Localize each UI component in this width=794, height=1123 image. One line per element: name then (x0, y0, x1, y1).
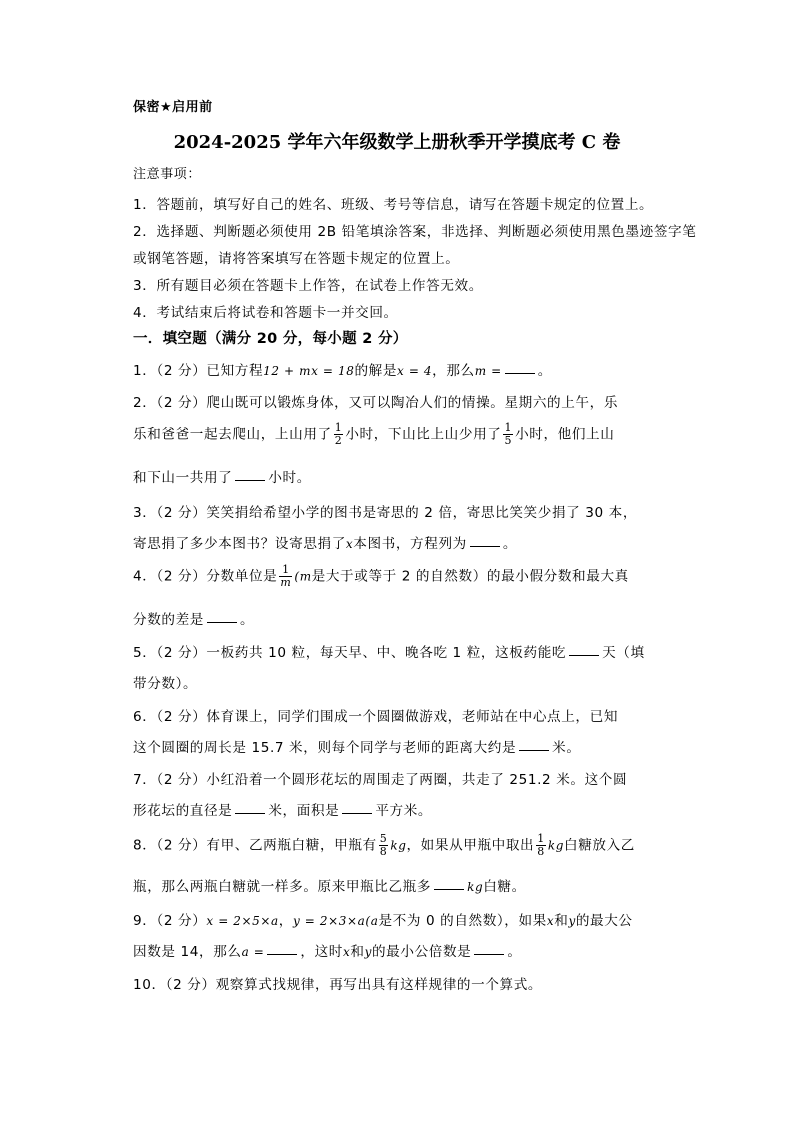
answer-blank (267, 953, 297, 955)
solution: x = 4 (397, 364, 433, 378)
question-1: 1．（2 分）已知方程12 + mx = 18的解是x = 4，那么m = 。 (133, 363, 552, 379)
answer-blank (519, 749, 549, 751)
answer-blank (207, 621, 237, 623)
question-8-line-2: 瓶，那么两瓶白糖就一样多。原来甲瓶比乙瓶多 kg白糖。 (133, 879, 526, 895)
note-item: 2．选择题、判断题必须使用 2B 铅笔填涂答案，非选择、判断题必须使用黑色墨迹签字笔 (133, 224, 697, 240)
confidential-mark: 保密★启用前 (133, 100, 213, 115)
answer-blank (235, 812, 265, 814)
question-9: 9．（2 分）x = 2×5×a，y = 2×3×a(a是不为 0 的自然数），如果x和y的最大公 (133, 913, 633, 929)
fraction: $\frac{5}{8}$ (379, 832, 388, 858)
question-4-line-2: 分数的差是 。 (133, 612, 255, 628)
fraction: $\frac{1}{5}$ (504, 421, 513, 447)
answer-blank (342, 812, 372, 814)
question-2-line-2: 乐和爸爸一起去爬山，上山用了 $\frac{1}{2}$ 小时，下山比上山少用了 $\frac{1}{5}$ 小时，他们上山 (133, 421, 615, 447)
note-item: 1．答题前，填写好自己的姓名、班级、考号等信息，请写在答题卡规定的位置上。 (133, 197, 654, 213)
fraction: $\frac{1}{8}$ (537, 832, 545, 858)
fraction: $\frac{1}{2}$ (334, 421, 343, 447)
question-7: 7．（2 分）小红沿着一个圆形花坛的周围走了两圈，共走了 251.2 米。这个圆 (133, 772, 628, 788)
question-5: 5．（2 分）一板药共 10 粒，每天早、中、晚各吃 1 粒，这板药能吃 天（填 (133, 645, 645, 661)
notes-heading: 注意事项： (133, 167, 202, 182)
answer-blank (505, 372, 535, 374)
answer-blank (434, 888, 464, 890)
equation: 12 + mx = 18 (263, 364, 355, 378)
section-heading: 一．填空题（满分 20 分，每小题 2 分） (133, 331, 408, 347)
note-item: 3．所有题目必须在答题卡上作答，在试卷上作答无效。 (133, 278, 483, 294)
question-2: 2．（2 分）爬山既可以锻炼身体，又可以陶冶人们的情操。星期六的上午，乐 (133, 395, 619, 411)
note-item: 或钢笔答题，请将答案填写在答题卡规定的位置上。 (133, 251, 460, 267)
note-item: 4．考试结束后将试卷和答题卡一并交回。 (133, 305, 398, 321)
question-6: 6．（2 分）体育课上，同学们围成一个圆圈做游戏，老师站在中心点上，已知 (133, 709, 619, 725)
question-10: 10．（2 分）观察算式找规律，再写出具有这样规律的一个算式。 (133, 977, 543, 993)
question-4: 4．（2 分）分数单位是 $\frac{1}{m}$ (m是大于或等于 2 的自然数）的最小假分数和最大真 (133, 563, 629, 589)
question-3-line-2: 寄思捐了多少本图书？设寄思捐了x本图书，方程列为 。 (133, 536, 518, 552)
question-9-line-2: 因数是 14，那么a = ，这时x和y的最小公倍数是 。 (133, 944, 522, 960)
question-6-line-2: 这个圆圈的周长是 15.7 米，则每个同学与老师的距离大约是 米。 (133, 740, 581, 756)
answer-blank (470, 545, 500, 547)
answer-blank (474, 953, 504, 955)
page-title: 2024-2025 学年六年级数学上册秋季开学摸底考 C 卷 (173, 132, 621, 153)
answer-blank (235, 479, 265, 481)
question-8: 8．（2 分）有甲、乙两瓶白糖，甲瓶有 $\frac{5}{8}$ kg，如果从甲瓶中取出 $\frac{1}{8}$ kg白糖放入乙 (133, 832, 635, 858)
question-5-line-2: 带分数）。 (133, 676, 198, 692)
question-2-line-3: 和下山一共用了 小时。 (133, 470, 311, 486)
question-3: 3．（2 分）笑笑捐给希望小学的图书是寄思的 2 倍，寄思比笑笑少捐了 30 本， (133, 505, 638, 521)
question-7-line-2: 形花坛的直径是 米，面积是 平方米。 (133, 803, 433, 819)
fraction: $\frac{1}{m}$ (280, 563, 292, 589)
answer-blank (569, 654, 599, 656)
